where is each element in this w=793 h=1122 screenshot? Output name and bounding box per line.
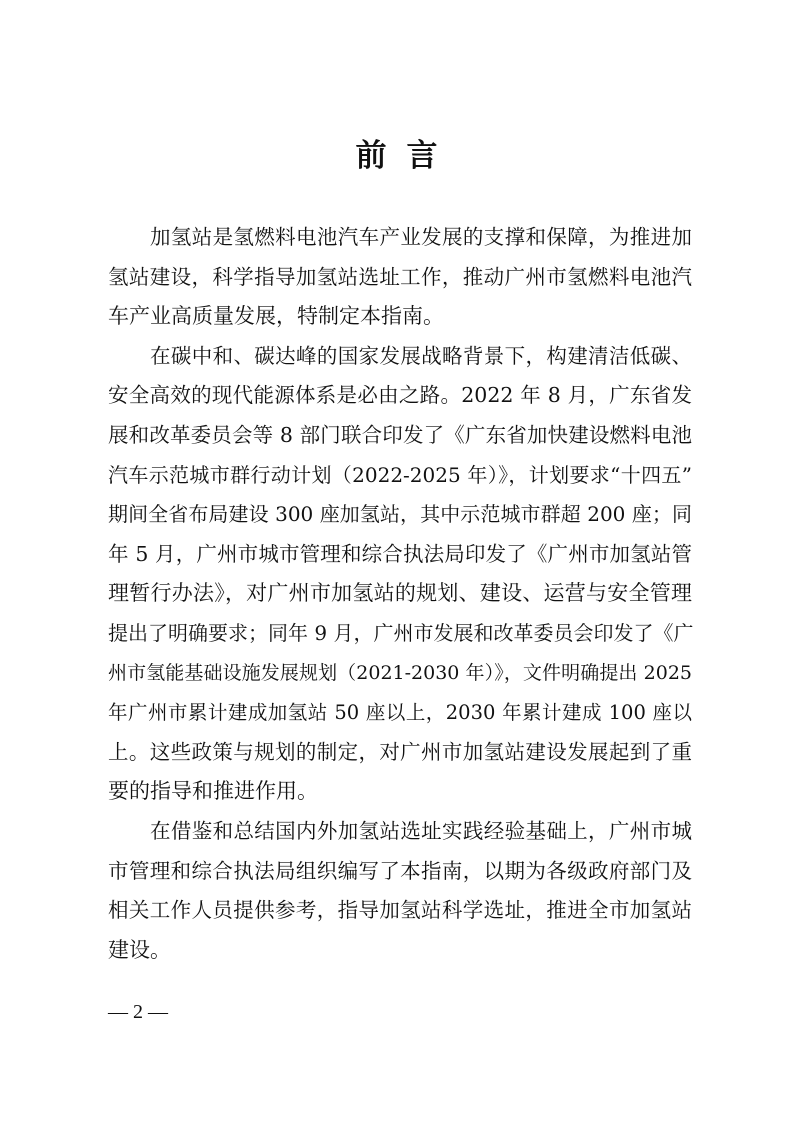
text-line: 车产业高质量发展，特制定本指南。: [108, 304, 444, 329]
text-line: 提出了明确要求；同年 9 月，广州市发展和改革委员会印发了《广: [108, 620, 694, 645]
text-line: 安全高效的现代能源体系是必由之路。2022 年 8 月，广东省发: [108, 383, 692, 408]
page-title: 前言: [355, 138, 458, 174]
text-line: 汽车示范城市群行动计划（2022-2025 年）》，计划要求“十四五”: [108, 462, 692, 487]
text-line: 市管理和综合执法局组织编写了本指南，以期为各级政府部门及: [108, 858, 692, 883]
body-text: [108, 218, 692, 970]
page-number: — 2 —: [108, 1001, 168, 1023]
text-line: 在碳中和、碳达峰的国家发展战略背景下，构建清洁低碳、: [150, 343, 692, 368]
text-line: 年 5 月，广州市城市管理和综合执法局印发了《广州市加氢站管: [108, 541, 692, 566]
text-line: 展和改革委员会等 8 部门联合印发了《广东省加快建设燃料电池: [108, 422, 692, 447]
text-line: 建设。: [108, 937, 171, 962]
text-line: 期间全省布局建设 300 座加氢站，其中示范城市群超 200 座；同: [108, 502, 692, 527]
text-line: 年广州市累计建成加氢站 50 座以上，2030 年累计建成 100 座以: [108, 701, 692, 725]
text-line: 加氢站是氢燃料电池汽车产业发展的支撑和保障，为推进加: [150, 225, 692, 249]
text-line: 相关工作人员提供参考，指导加氢站科学选址，推进全市加氢站: [108, 898, 692, 923]
text-line: 氢站建设，科学指导加氢站选址工作，推动广州市氢燃料电池汽: [108, 264, 692, 289]
text-line: 州市氢能基础设施发展规划（2021-2030 年）》，文件明确提出 2025: [108, 661, 692, 684]
text-line: 理暂行办法》，对广州市加氢站的规划、建设、运营与安全管理: [108, 581, 692, 606]
text-line: 要的指导和推进作用。: [108, 779, 318, 804]
text-line: 上。这些政策与规划的制定，对广州市加氢站建设发展起到了重: [108, 739, 692, 764]
text-line: 在借鉴和总结国内外加氢站选址实践经验基础上，广州市城: [150, 818, 692, 843]
